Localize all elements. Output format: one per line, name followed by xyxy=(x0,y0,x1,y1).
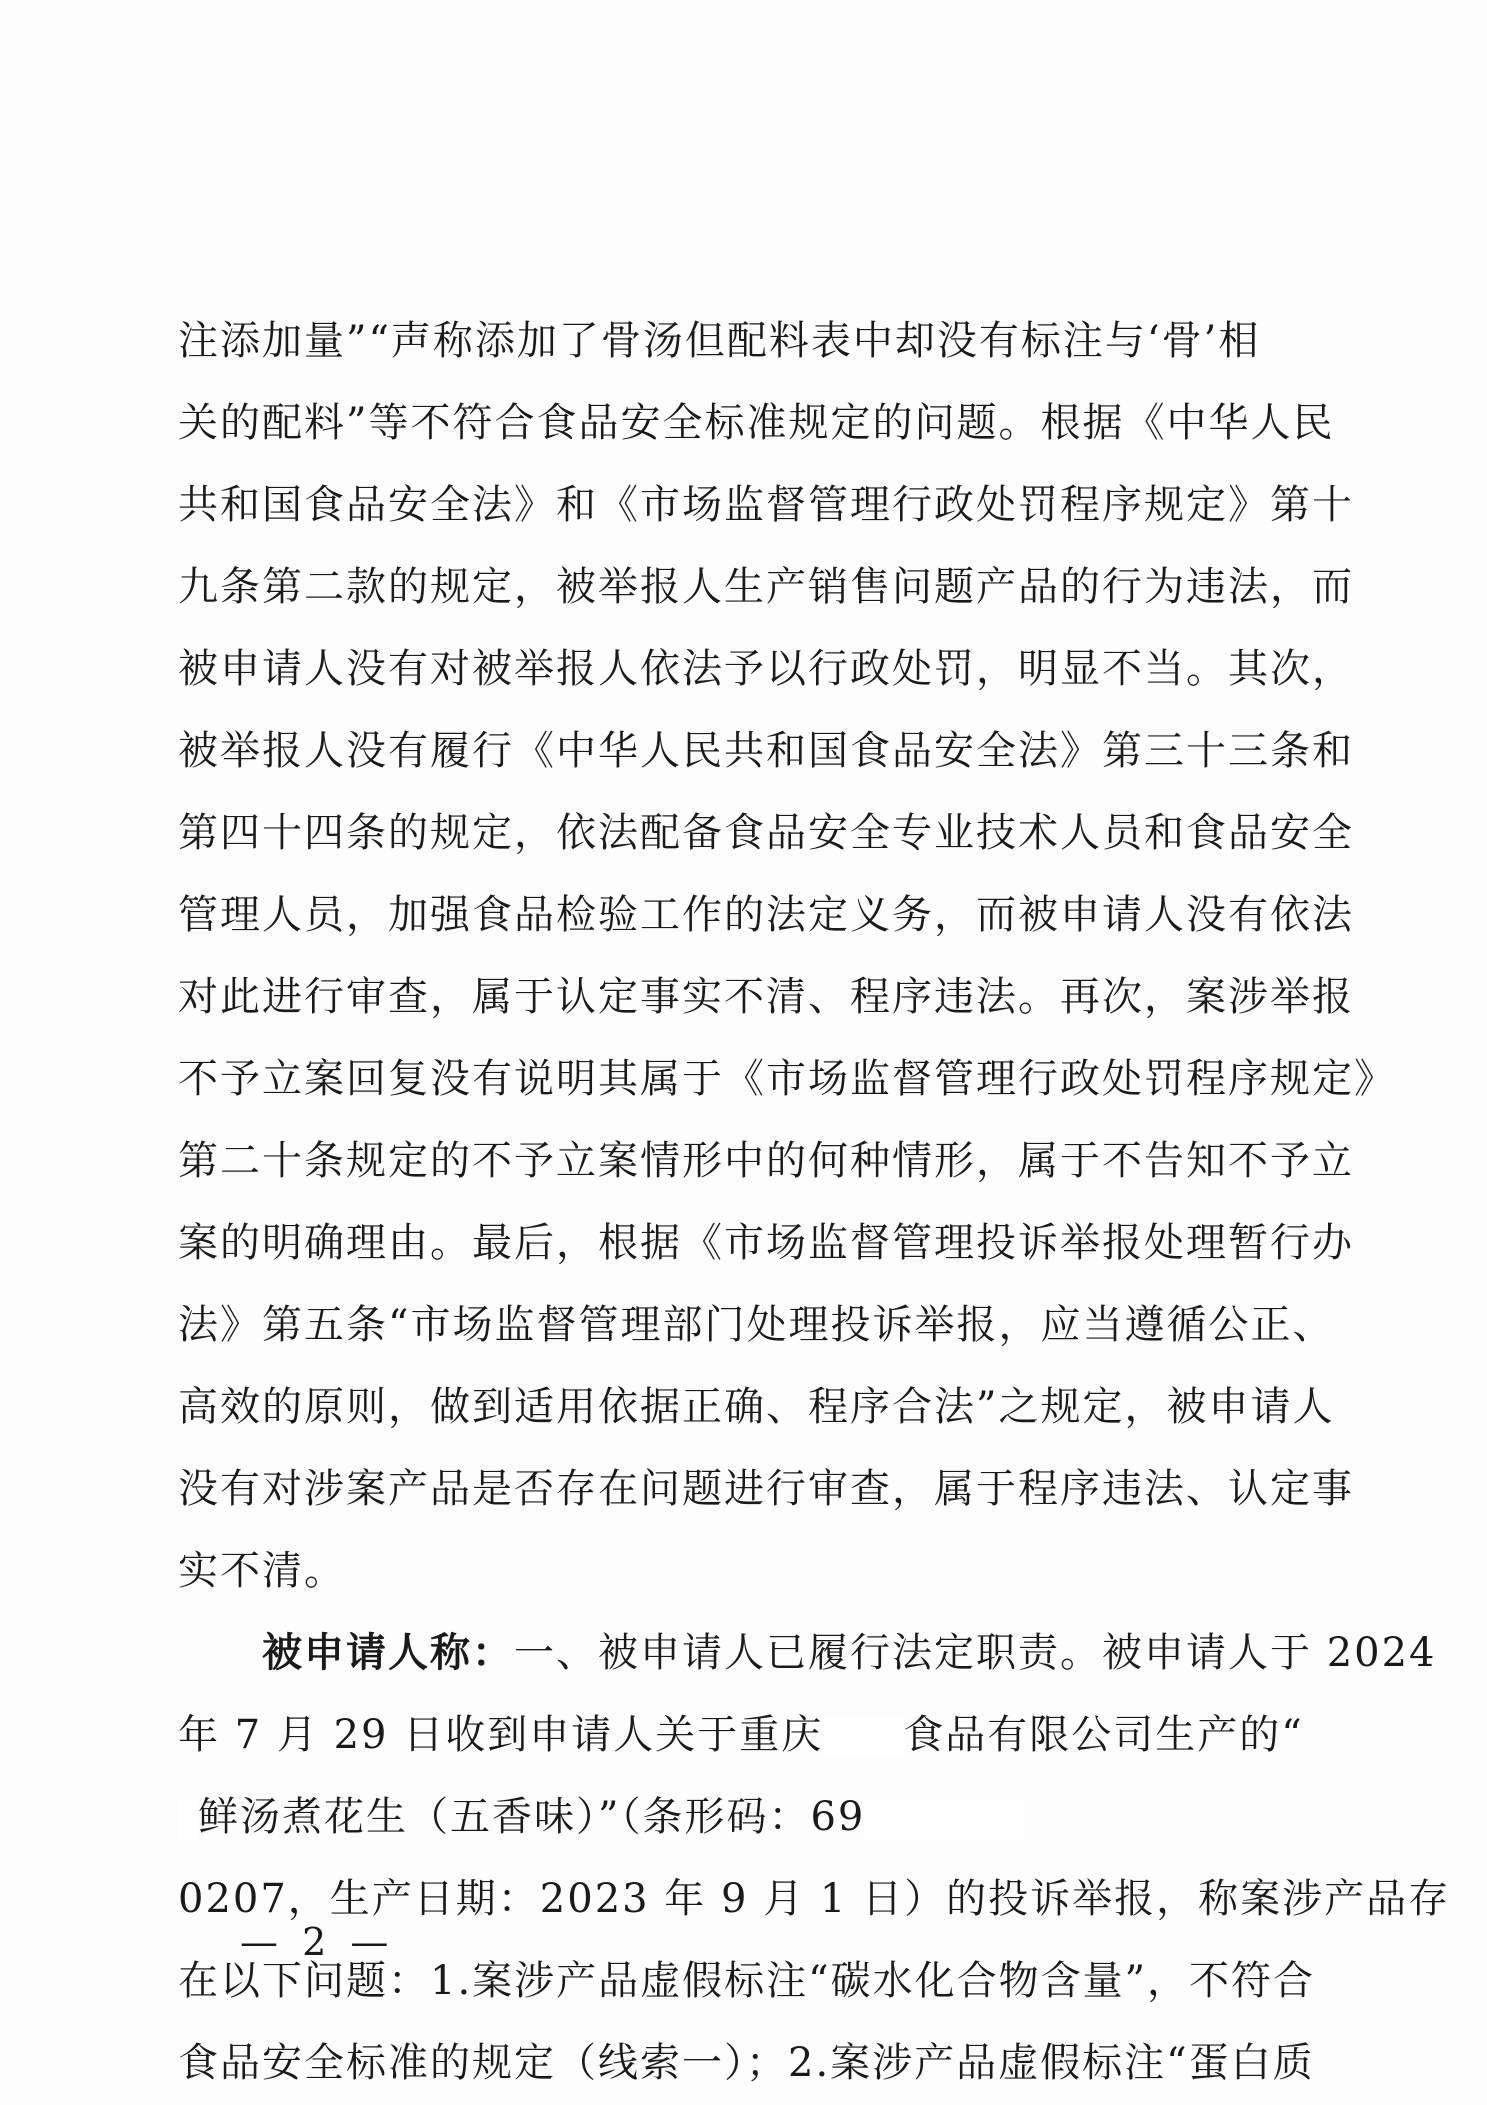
paragraph-line: 食品安全标准的规定（线索一）；2.案涉产品虚假标注“蛋白质 xyxy=(178,2040,1315,2086)
paragraph-line: 第四十四条的规定，依法配备食品安全专业技术人员和食品安全 xyxy=(178,810,1354,856)
paragraph-line: 被举报人没有履行《中华人民共和国食品安全法》第三十三条和 xyxy=(178,728,1354,774)
complaint-date-text: 年 7 月 29 日收到申请人关于重庆 xyxy=(178,1712,824,1758)
paragraph-line: 实不清。 xyxy=(178,1548,346,1594)
respondent-text: 一、被申请人已履行法定职责。被申请人于 2024 xyxy=(514,1630,1437,1676)
page-number: — 2 — xyxy=(240,1920,395,1964)
paragraph-line: 被申请人没有对被举报人依法予以行政处罚，明显不当。其次， xyxy=(178,646,1354,692)
paragraph-line: 对此进行审查，属于认定事实不清、程序违法。再次，案涉举报 xyxy=(178,974,1354,1020)
paragraph-line: 关的配料”等不符合食品安全标准规定的问题。根据《中华人民 xyxy=(178,400,1335,446)
paragraph-line: 没有对涉案产品是否存在问题进行审查，属于程序违法、认定事 xyxy=(178,1466,1354,1512)
paragraph-line: 不予立案回复没有说明其属于《市场监督管理行政处罚程序规定》 xyxy=(178,1056,1396,1102)
redacted-company-name xyxy=(823,1718,903,1758)
paragraph-line: 注添加量”“声称添加了骨汤但配料表中却没有标注与‘骨’相 xyxy=(178,318,1261,364)
paragraph-line: 案的明确理由。最后，根据《市场监督管理投诉举报处理暂行办 xyxy=(178,1220,1354,1266)
paragraph-line: 九条第二款的规定，被举报人生产销售问题产品的行为违法，而 xyxy=(178,564,1354,610)
paragraph-line: 0207，生产日期：2023 年 9 月 1 日）的投诉举报，称案涉产品存 xyxy=(178,1876,1451,1922)
paragraph-line: 管理人员，加强食品检验工作的法定义务，而被申请人没有依法 xyxy=(178,892,1354,938)
paragraph-line: 高效的原则，做到适用依据正确、程序合法”之规定，被申请人 xyxy=(178,1384,1335,1430)
body-text xyxy=(178,300,1451,2104)
respondent-label: 被申请人称： xyxy=(262,1630,514,1676)
paragraph-line xyxy=(178,1694,1304,1776)
redacted-barcode xyxy=(865,1800,1025,1840)
redacted-product-prefix xyxy=(178,1800,198,1840)
paragraph-line: 共和国食品安全法》和《市场监督管理行政处罚程序规定》第十 xyxy=(178,482,1354,528)
paragraph-line: 第二十条规定的不予立案情形中的何种情形，属于不告知不予立 xyxy=(178,1138,1354,1184)
company-suffix-text: 食品有限公司生产的“ xyxy=(903,1712,1304,1758)
respondent-statement-line xyxy=(178,1612,1437,1694)
paragraph-line xyxy=(178,1776,1298,1858)
paragraph-line: 在以下问题：1.案涉产品虚假标注“碳水化合物含量”，不符合 xyxy=(178,1958,1316,2004)
product-name-text: 鲜汤煮花生（五香味）”（条形码：69 xyxy=(198,1794,866,1840)
paragraph-line: 法》第五条“市场监督管理部门处理投诉举报，应当遵循公正、 xyxy=(178,1302,1335,1348)
